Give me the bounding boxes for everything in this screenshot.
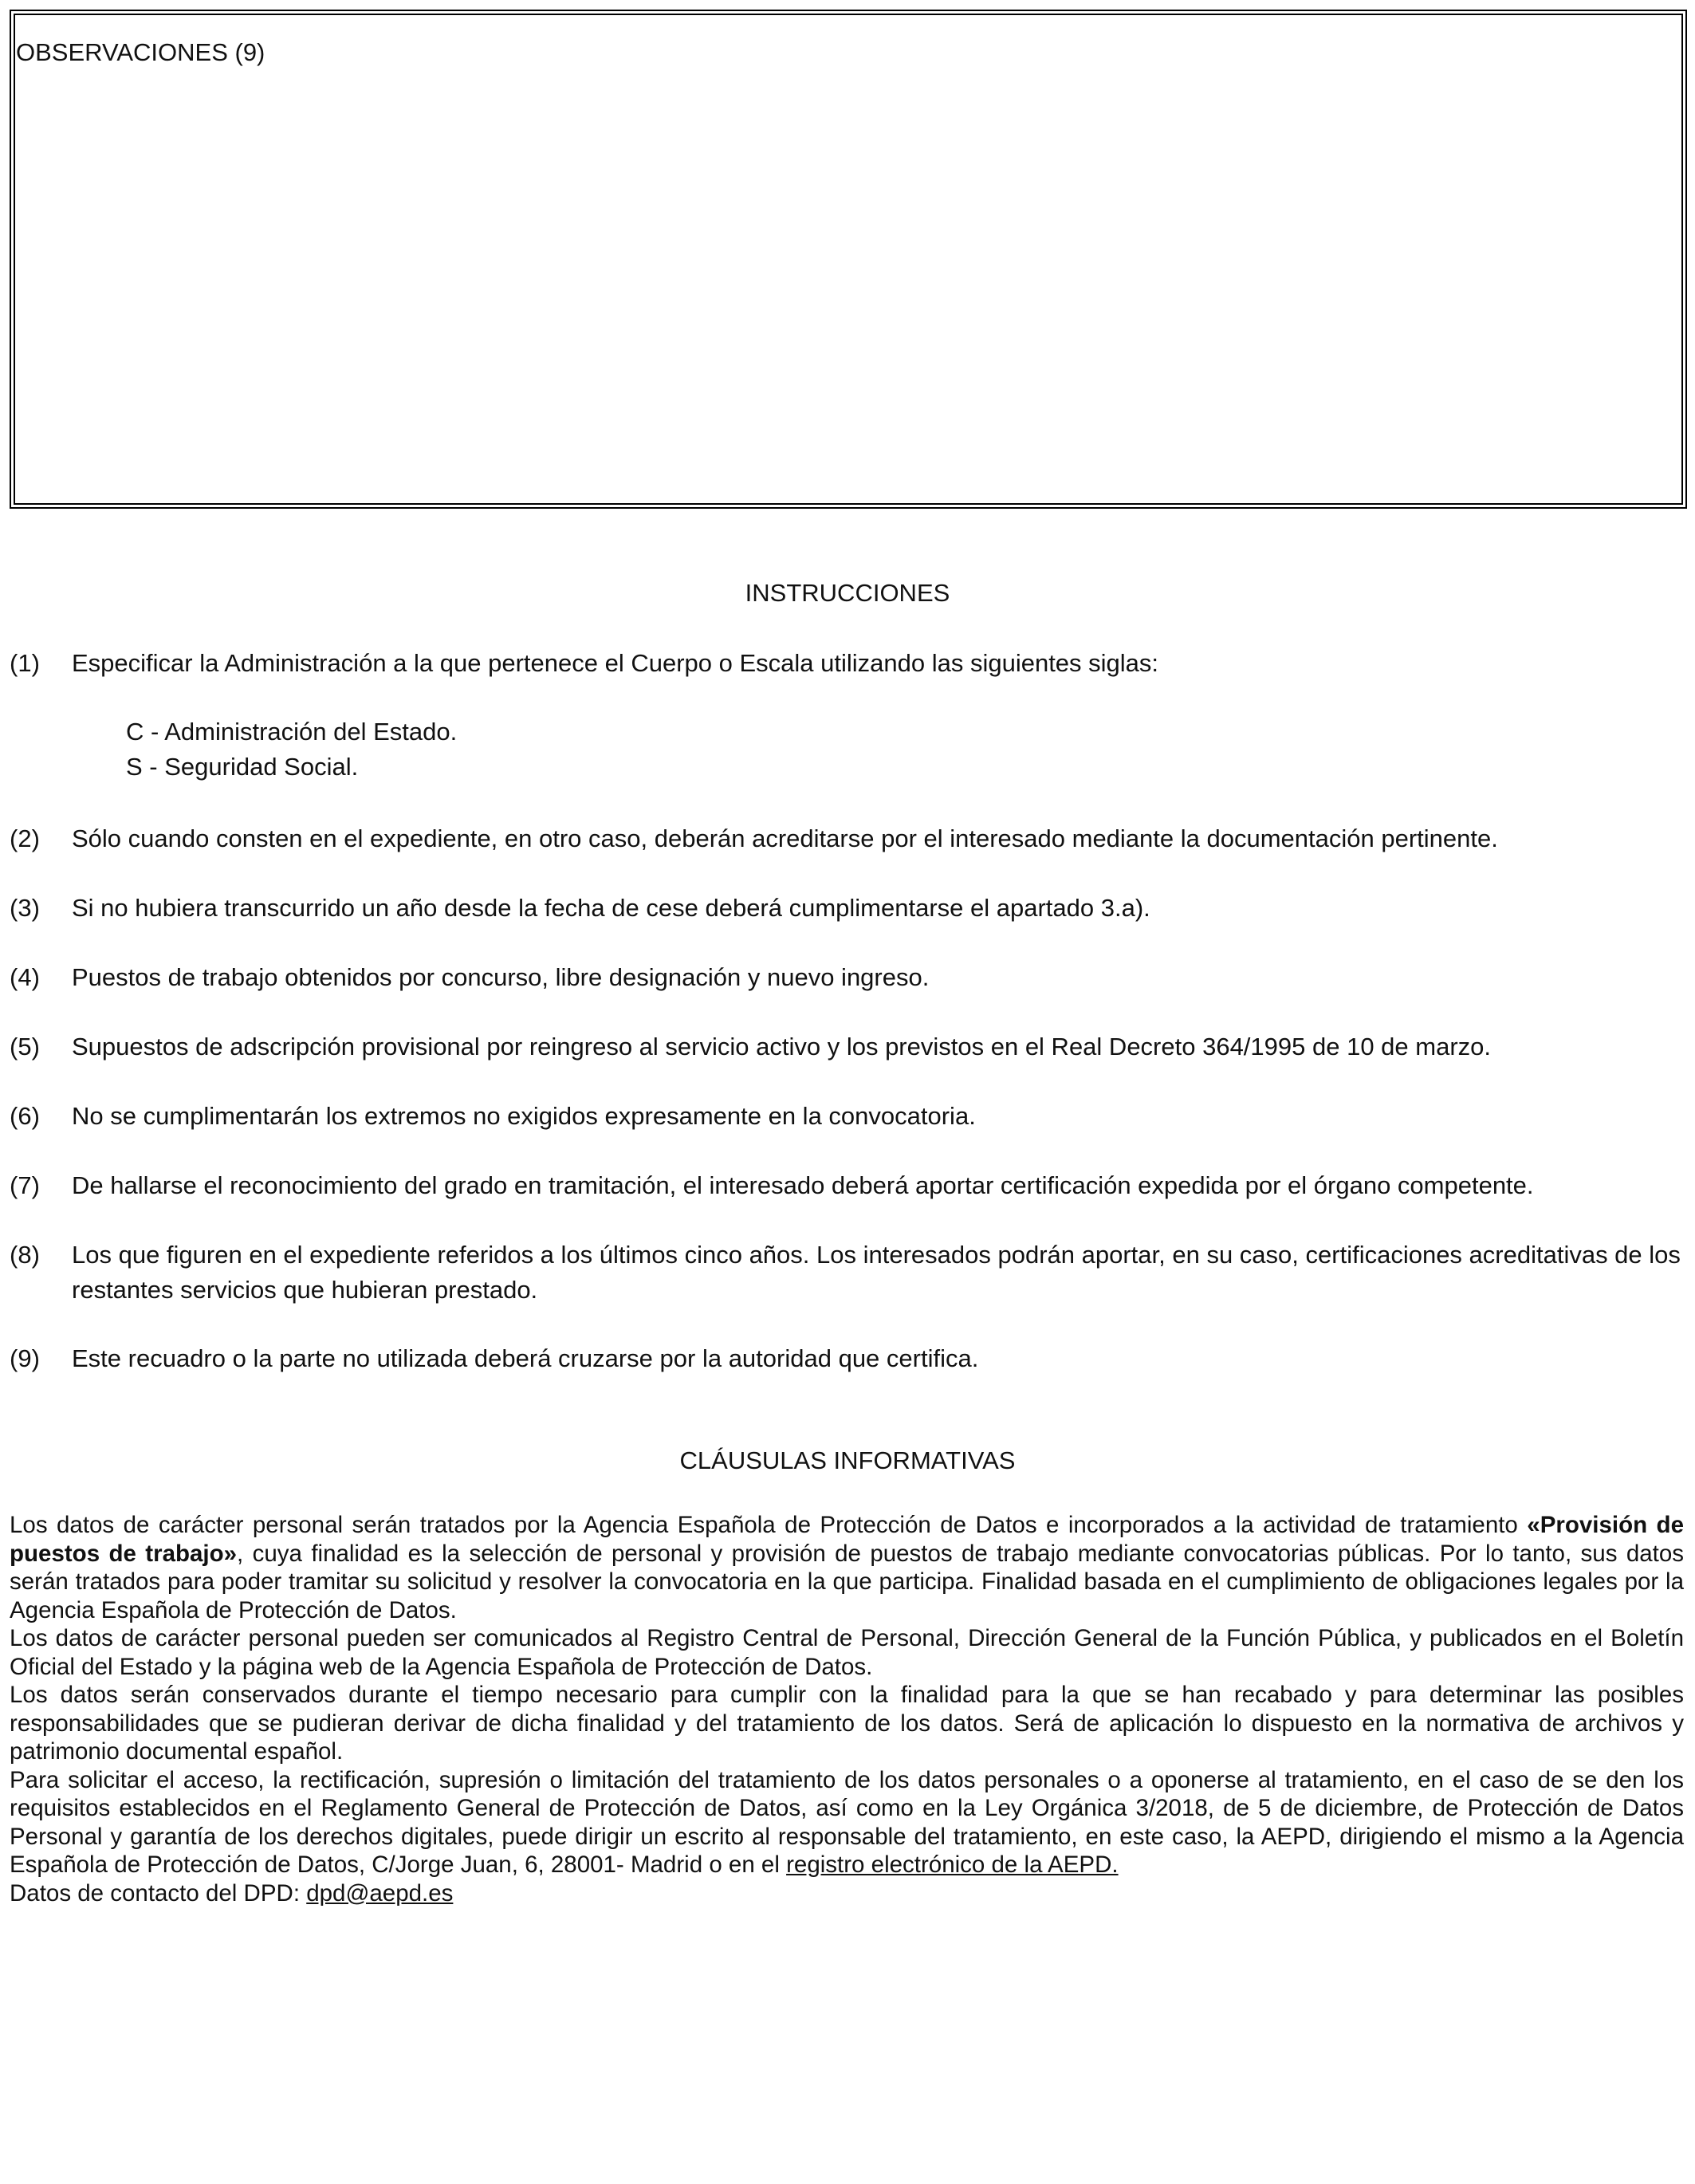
sigla-item: C - Administración del Estado. [126,718,458,746]
clausulas-title: CLÁUSULAS INFORMATIVAS [679,1446,1016,1474]
siglas-list [126,714,457,785]
registro-electronico-link[interactable]: registro electrónico de la AEPD. [786,1851,1119,1878]
instruction-number: (6) [10,1102,40,1130]
instruction-number: (5) [10,1033,40,1061]
instruction-number: (3) [10,894,40,922]
clausula-text: , cuya finalidad es la selección de personal y provisión de puestos de trabajo mediante convocatorias públicas. Por lo tanto, sus datos serán tratados para poder tramitar su solicitud y resolver la convocatoria en la que participa. Finalidad basada en el cumplimiento de obligaciones legales por la Agencia Española de Protección de Datos. [10,1540,1684,1623]
instruction-number: (1) [10,649,40,677]
sigla-item: S - Seguridad Social. [126,753,359,781]
instruction-text: No se cumplimentarán los extremos no exigidos expresamente en la convocatoria. [72,1102,976,1130]
dpd-email-link[interactable]: dpd@aepd.es [306,1879,454,1907]
instruction-text: Los que figuren en el expediente referidos a los últimos cinco años. Los interesados podrán aportar, en su caso, certificaciones acreditativas de los restantes servicios que hubieran prestado. [72,1241,1681,1304]
clausula-text: Los datos de carácter personal serán tratados por la Agencia Española de Protección de Datos e incorporados a la actividad de tratamiento [10,1512,1528,1538]
instruction-text: De hallarse el reconocimiento del grado en tramitación, el interesado deberá aportar certificación expedida por el órgano competente. [72,1171,1534,1199]
instruction-text: Si no hubiera transcurrido un año desde la fecha de cese deberá cumplimentarse el apartado 3.a). [72,894,1150,922]
dpd-contact-label: Datos de contacto del DPD: [10,1879,307,1907]
instruction-number: (7) [10,1171,40,1199]
clausulas-body [10,1511,1684,1907]
observaciones-title: OBSERVACIONES (9) [16,38,265,66]
clausula-paragraph: Los datos serán conservados durante el tiempo necesario para cumplir con la finalidad para la que se han recabado y para determinar las posibles responsabilidades que se pudieran derivar de dicha finalidad y del tratamiento de los datos. Será de aplicación lo dispuesto en la normativa de archivos y patrimonio documental español. [10,1682,1684,1765]
observaciones-box [10,10,1687,509]
instruction-text: Este recuadro o la parte no utilizada deberá cruzarse por la autoridad que certifica. [72,1344,979,1372]
clausula-text: Para solicitar el acceso, la rectificación, supresión o limitación del tratamiento de los datos personales o a oponerse al tratamiento, en el caso de se den los requisitos establecidos en el Reglamento General de Protección de Datos, así como en la Ley Orgánica 3/2018, de 5 de diciembre, de Protección de Datos Personal y garantía de los derechos digitales, puede dirigir un escrito al responsable del tratamiento, en este caso, la AEPD, dirigiendo el mismo a la Agencia Española de Protección de Datos, C/Jorge Juan, 6, 28001- Madrid o en el [10,1766,1684,1878]
instruction-text: Especificar la Administración a la que pertenece el Cuerpo o Escala utilizando las siguientes siglas: [72,649,1159,677]
clausula-paragraph: Los datos de carácter personal pueden ser comunicados al Registro Central de Personal, Dirección General de la Función Pública, y publicados en el Boletín Oficial del Estado y la página web de la Agencia Española de Protección de Datos. [10,1625,1684,1680]
instruction-number: (8) [10,1241,40,1269]
clausula-paragraph [10,1879,1684,1908]
instruction-text: Puestos de trabajo obtenidos por concurso, libre designación y nuevo ingreso. [72,963,930,991]
instruction-text: Supuestos de adscripción provisional por reingreso al servicio activo y los previstos en el Real Decreto 364/1995 de 10 de marzo. [72,1033,1492,1061]
activity-name: «Provisión de puestos de trabajo» [10,1512,1684,1567]
instruction-number: (9) [10,1344,40,1372]
instruction-number: (2) [10,824,40,852]
instruction-text: Sólo cuando consten en el expediente, en otro caso, deberán acreditarse por el interesado mediante la documentación pertinente. [72,824,1498,852]
instruction-number: (4) [10,963,40,991]
instrucciones-title: INSTRUCCIONES [745,579,950,607]
clausula-paragraph [10,1766,1684,1879]
clausula-paragraph [10,1511,1684,1624]
